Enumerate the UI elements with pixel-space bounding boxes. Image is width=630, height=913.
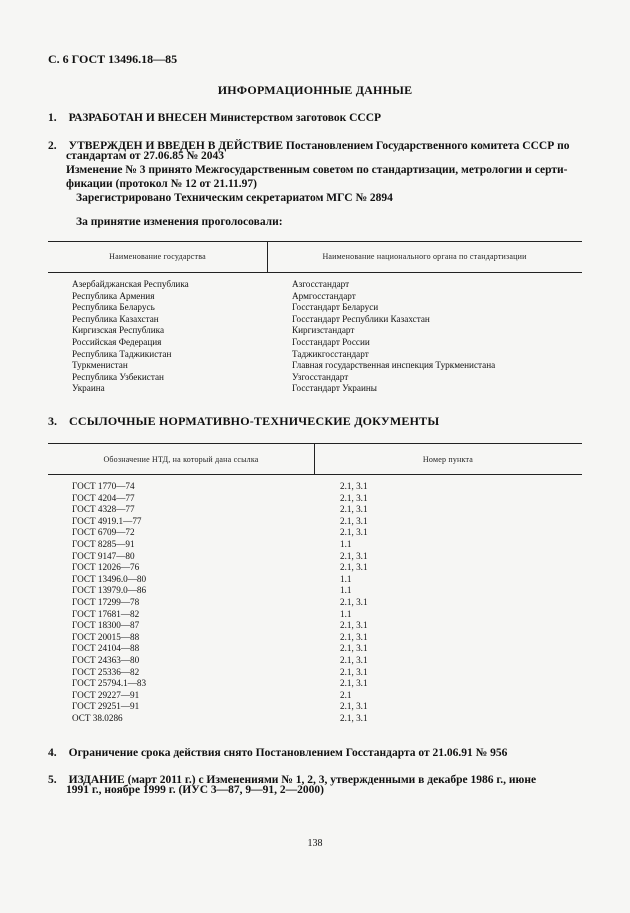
section-2-line-4: фикации (протокол № 12 от 21.11.97) [66,178,258,190]
table-1-body: Киргизстандарт [292,325,355,336]
section-2-line-3: Изменение № 3 принято Межгосударственным советом по стандартизации, метрологии и серти- [66,164,568,176]
table-2-doc: ГОСТ 25794.1—83 [72,678,147,689]
table-1-state: Республика Казахстан [72,313,159,324]
section-1 [48,108,381,126]
table-2-doc: ГОСТ 24363—80 [72,654,140,665]
section-5-line-1: ИЗДАНИЕ (март 2011 г.) с Изменениями № 1, 2, 3, утвержденными в декабре 1986 г., июне [68,774,537,786]
section-2-heading: УТВЕРЖДЕН И ВВЕДЕН В ДЕЙСТВИЕ [68,140,284,152]
table-2-item: 2.1, 3.1 [340,562,368,573]
table-2-item: 1.1 [340,608,352,619]
table-2-doc: ГОСТ 17681—82 [72,608,140,619]
page-header: С. 6 ГОСТ 13496.18—85 [48,52,178,66]
section-4-text: Ограничение срока действия снято Постановлением Госстандарта от 21.06.91 № 956 [68,747,508,759]
table-2-doc: ГОСТ 29227—91 [72,689,140,700]
table-2-item: 2.1, 3.1 [340,678,368,689]
table-1-bodies-column [292,279,495,395]
table-1-state: Туркменистан [72,360,128,371]
table-1-body: Азгосстандарт [292,279,350,289]
table-2-item: 2.1, 3.1 [340,527,368,538]
table-2-doc: ГОСТ 12026—76 [72,562,140,573]
table-2-top-rule [48,443,582,444]
table-2-item: 2.1 [340,689,352,700]
table-1-body: Таджикгосстандарт [292,348,369,359]
table-2-item: 2.1, 3.1 [340,504,368,515]
table-2-header-doc: Обозначение НТД, на который дана ссылка [103,455,259,464]
table-2-doc: ГОСТ 4204—77 [72,492,135,503]
table-1-body: Госстандарт Беларуси [292,302,379,313]
table-1-state: Российская Федерация [72,336,162,347]
table-2-item: 1.1 [340,538,352,549]
section-3-title: ССЫЛОЧНЫЕ НОРМАТИВНО-ТЕХНИЧЕСКИЕ ДОКУМЕНТЫ [69,414,440,428]
table-1-state: Республика Армения [72,290,155,301]
table-2-doc: ГОСТ 4328—77 [72,504,135,515]
table-2-item: 2.1, 3.1 [340,701,368,712]
table-2-doc: ГОСТ 8285—91 [72,538,135,549]
table-2-doc: ГОСТ 1770—74 [72,481,135,491]
table-2-doc: ГОСТ 13979.0—86 [72,585,147,596]
table-1-body: Госстандарт России [292,336,370,347]
table-1-state: Киргизская Республика [72,325,165,336]
section-2-line-5: Зарегистрировано Техническим секретариатом МГС № 2894 [76,192,393,204]
table-2-doc: ГОСТ 6709—72 [72,527,135,538]
section-1-heading: РАЗРАБОТАН И ВНЕСЕН [68,112,207,124]
table-1-state: Украина [72,383,105,394]
table-1-state: Республика Беларусь [72,302,155,313]
table-2-doc: ОСТ 38.0286 [72,712,123,723]
table-2-doc: ГОСТ 18300—87 [72,620,140,631]
vote-caption: За принятие изменения проголосовали: [76,216,283,228]
table-1-state: Республика Таджикистан [72,348,172,359]
table-1-state: Азербайджанская Республика [72,279,189,289]
table-2-doc: ГОСТ 4919.1—77 [72,515,142,526]
table-2-item: 2.1, 3.1 [340,666,368,677]
section-1-text: Министерством заготовок СССР [206,112,382,124]
table-1-body: Госстандарт Украины [292,383,377,394]
table-2-items-column [340,481,368,724]
section-2-line-2: стандартам от 27.06.85 № 2043 [66,150,225,162]
table-2-item: 2.1, 3.1 [340,654,368,665]
page-title: ИНФОРМАЦИОННЫЕ ДАННЫЕ [217,83,413,97]
table-2-item: 2.1, 3.1 [340,596,368,607]
page-number: 138 [307,838,323,849]
table-2-item: 2.1, 3.1 [340,643,368,654]
table-2-item: 2.1, 3.1 [340,481,368,491]
section-2-text: Постановлением Государственного комитета СССР по [283,140,570,152]
table-1-header-body: Наименование национального органа по стандартизации [322,252,527,261]
section-2-number: 2. [48,140,57,152]
table-2-item: 2.1, 3.1 [340,712,368,723]
table-1-body: Узгосстандарт [292,371,349,382]
table-1-header-rule [48,272,582,273]
table-2-doc: ГОСТ 29251—91 [72,701,140,712]
table-1-body: Госстандарт Республики Казахстан [292,313,430,324]
section-3 [48,412,439,430]
table-2-doc: ГОСТ 13496.0—80 [72,573,147,584]
table-2-item: 2.1, 3.1 [340,515,368,526]
table-2-header-rule [48,474,582,475]
section-5-line-2: 1991 г., ноябре 1999 г. (ИУС 3—87, 9—91, 2—2000) [66,784,324,796]
table-2-item: 2.1, 3.1 [340,631,368,642]
section-1-number: 1. [48,112,57,124]
table-2-item: 2.1, 3.1 [340,620,368,631]
table-1-body: Главная государственная инспекция Туркменистана [292,360,496,371]
table-2-item: 1.1 [340,585,352,596]
table-2-doc: ГОСТ 17299—78 [72,596,140,607]
section-5-number: 5. [48,774,57,786]
table-2-doc: ГОСТ 24104—88 [72,643,140,654]
table-1-top-rule [48,241,582,242]
section-3-number: 3. [48,414,57,428]
table-2-header-item: Номер пункта [422,455,474,464]
table-1-states-column [72,279,189,395]
table-1-state: Республика Узбекистан [72,371,164,382]
table-1-body: Армгосстандарт [292,290,356,301]
table-2-docs-column [72,481,146,724]
table-2-item: 2.1, 3.1 [340,492,368,503]
table-2-item: 2.1, 3.1 [340,550,368,561]
section-4 [48,743,507,761]
section-4-number: 4. [48,747,57,759]
table-2-doc: ГОСТ 25336—82 [72,666,140,677]
table-1-header-state: Наименование государства [109,252,206,261]
table-2-doc: ГОСТ 9147—80 [72,550,135,561]
table-2-item: 1.1 [340,573,352,584]
table-2-doc: ГОСТ 20015—88 [72,631,140,642]
